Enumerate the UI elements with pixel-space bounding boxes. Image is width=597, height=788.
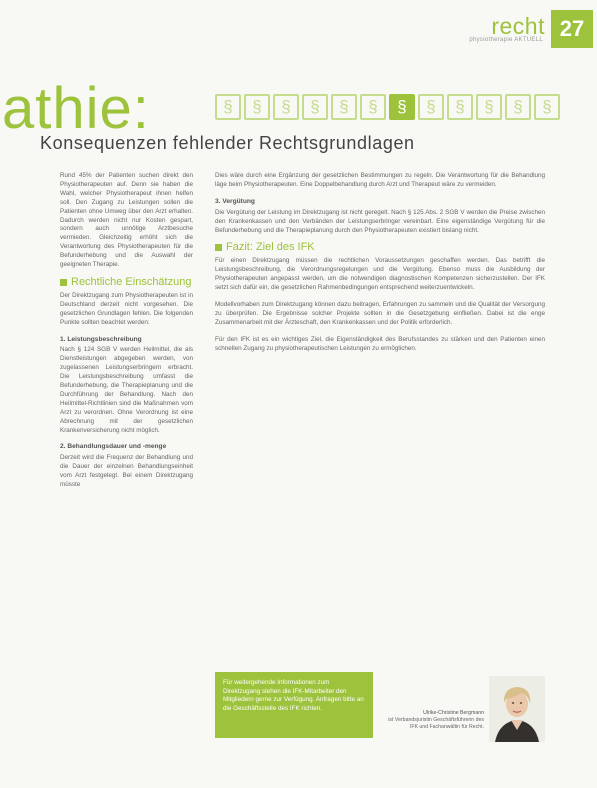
sub-heading: 2. Behandlungsdauer und -menge	[60, 443, 167, 451]
body-paragraph: Für einen Direktzugang müssen die rechtlichen Voraussetzungen geschaffen werden. Das betrifft die Leistungsbeschreibung, die Verordnungsregelungen und die Vergütung. Ebenso muss die Ausbildung der Physiotherapeuten angepasst werden, um die notwendigen diagnostischen Kompetenzen sicherzustellen. Der IFK setzt sich dafür ein, die gesetzlichen Rahmenbedingungen entsprechend weiterzuentwickeln.	[215, 257, 545, 292]
paragraph-symbol-strip	[215, 92, 597, 122]
paragraph-symbol-icon: §	[273, 94, 299, 120]
square-bullet-icon	[60, 279, 67, 286]
paragraph-symbol-icon: §	[244, 94, 270, 120]
banner-word: athie:	[2, 76, 150, 141]
body-paragraph: Dies wäre durch eine Ergänzung der gesetzlichen Bestimmungen zu regeln. Die Verantwortung für die Behandlung läge beim Physiotherapeuten. Eine Doppelbehandlung durch Arzt und Therapeut wäre zu vermeiden.	[215, 172, 545, 188]
author-role: ist Verbandsjuristin Geschäftsführerin des IFK und Fachanwältin für Recht.	[388, 717, 484, 730]
paragraph-symbol-icon: §	[505, 94, 531, 120]
body-paragraph: Modellvorhaben zum Direktzugang können dazu beitragen, Erfahrungen zu sammeln und die Qualität der Versorgung zu überprüfen. Die Ergebnisse solcher Projekte sollten in die Gesetzgebung einfließen. Dabei ist die enge Zusammenarbeit mit der Ärzteschaft, den Krankenkassen und der Politik erforderlich.	[215, 300, 545, 326]
paragraph-symbol-icon: §	[447, 94, 473, 120]
paragraph-symbol-icon: §	[215, 94, 241, 120]
portrait-caption	[380, 710, 484, 731]
paragraph-symbol-icon: §	[534, 94, 560, 120]
paragraph-symbol-icon: §	[302, 94, 328, 120]
author-portrait	[489, 676, 545, 742]
author-name: Ulrike-Christine Bergmann	[423, 710, 484, 716]
sub-heading: 1. Leistungsbeschreibung	[60, 335, 142, 343]
section-heading: Rechtliche Einschätzung	[60, 278, 193, 287]
sub-heading: 3. Vergütung	[215, 197, 255, 205]
title-banner	[0, 76, 597, 141]
body-paragraph: Die Vergütung der Leistung im Direktzugang ist nicht geregelt. Nach § 125 Abs. 2 SGB V werden die Preise zwischen den Krankenkassen und den Verbänden der Leistungserbringer vereinbart. Eine eigenständige Vergütung für die Befunderhebung und die Therapieplanung durch den Physiotherapeuten existiert bislang nicht.	[215, 208, 545, 234]
body-paragraph: Für den IFK ist es ein wichtiges Ziel, die Eigenständigkeit des Berufsstandes zu stärken und den Patienten einen schnellen Zugang zu physiotherapeutischen Leistungen zu ermöglichen.	[215, 335, 545, 352]
body-paragraph: Nach § 124 SGB V werden Heilmittel, die als Dienstleistungen abgegeben werden, von zugelassenen Leistungserbringern erbracht. Die Leistungsbeschreibung umfasst die Befunderhebung, die Therapieplanung und die Durchführung der Behandlung. Nach den Heilmittel-Richtlinien sind die Maßnahmen vom Arzt zu verordnen. Ohne Verordnung ist eine Abrechnung mit der gesetzlichen Krankenversicherung nicht möglich.	[60, 346, 193, 434]
section-heading: Fazit: Ziel des IFK	[215, 243, 545, 252]
page-number: 27	[551, 10, 593, 48]
square-bullet-icon	[215, 244, 222, 251]
article-subtitle: Konsequenzen fehlender Rechtsgrundlagen	[40, 133, 415, 153]
portrait-image	[489, 676, 545, 742]
body-paragraph: Derzeit wird die Frequenz der Behandlung und die Dauer der einzelnen Behandlungseinheit vom Arzt festgelegt. Bei einem Direktzugang müsste	[60, 454, 193, 489]
paragraph-symbol-icon: §	[476, 94, 502, 120]
paragraph-symbol-icon: §	[331, 94, 357, 120]
intro-paragraph: Rund 45% der Patienten suchen direkt den Physiotherapeuten auf. Denn sie haben die Wahl, welcher Physiotherapeut ihnen helfen soll. Den Zugang zu Leistungen sollen die Patienten ohne Umweg über den Arzt erhalten. Dadurch werden nicht nur Kosten gespart, sondern auch unnötige Arztbesuche vermieden. Gleichzeitig erhöht sich die Verantwortung des Physiotherapeuten für die Befunderhebung und die Auswahl der geeigneten Therapie.	[60, 172, 193, 269]
section-subtitle: physiotherapie AKTUELL	[469, 37, 543, 43]
page-header	[0, 0, 597, 44]
paragraph-symbol-icon: §	[389, 94, 415, 120]
paragraph-symbol-icon: §	[418, 94, 444, 120]
section-title: recht	[491, 13, 545, 39]
body-paragraph: Der Direktzugang zum Physiotherapeuten ist in Deutschland derzeit nicht vorgesehen. Die gesetzlichen Grundlagen fehlen. Die folgenden Punkte sollten beachtet werden:	[60, 291, 193, 326]
info-box: Für weitergehende Informationen zum Direktzugang stehen die IFK-Mitarbeiter den Mitgliedern gerne zur Verfügung. Anfragen bitte an die Geschäftsstelle des IFK richten.	[215, 672, 373, 738]
left-column	[60, 172, 193, 772]
paragraph-symbol-icon: §	[360, 94, 386, 120]
right-column	[215, 172, 545, 632]
